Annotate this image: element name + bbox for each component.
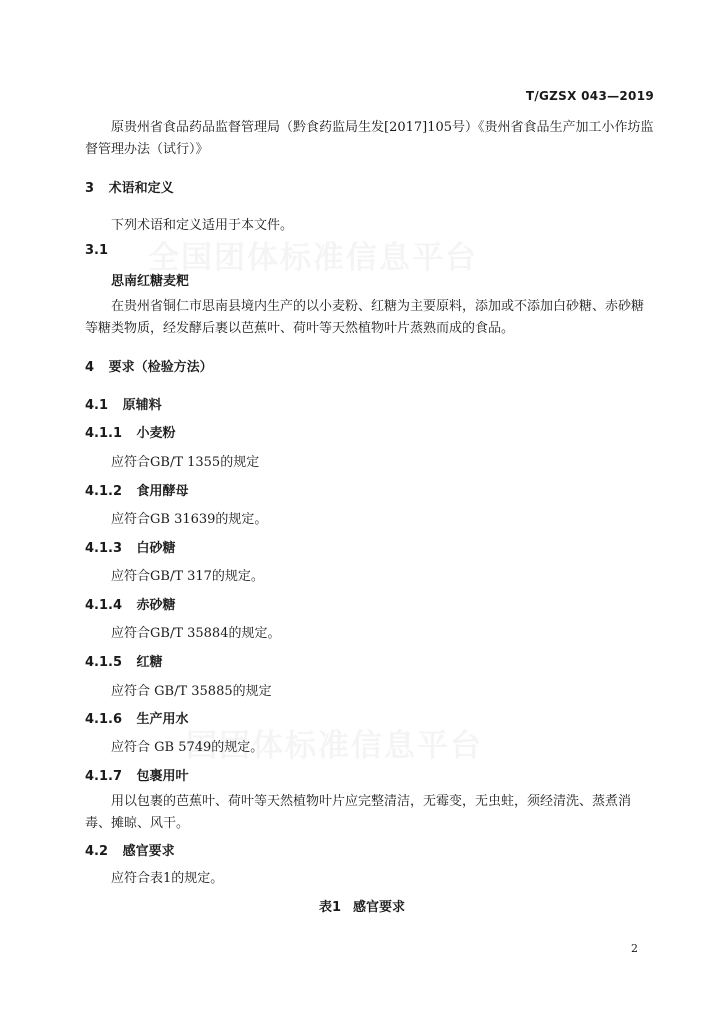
clause-number: 4.1.2 [85, 484, 123, 499]
clause-title: 小麦粉 [136, 426, 176, 441]
section-4-2-heading [85, 840, 175, 859]
clause-title: 食用酵母 [136, 484, 189, 499]
section-4-1-number: 4.1 [85, 398, 109, 413]
clause-title: 赤砂糖 [136, 598, 176, 613]
clause-heading [85, 537, 176, 556]
section-3-heading [85, 177, 174, 196]
page-number: 2 [631, 942, 638, 955]
table-1-caption [0, 896, 724, 915]
clause-text: 应符合GB 31639的规定。 [111, 512, 268, 527]
table-1-label: 表1 [318, 900, 342, 915]
section-3-number: 3 [85, 181, 95, 196]
clause-heading [85, 765, 189, 784]
watermark-upper [148, 232, 478, 277]
clause-number: 4.1.3 [85, 541, 123, 556]
section-4-2-text: 应符合表1的规定。 [111, 871, 224, 886]
clause-heading [85, 708, 189, 727]
term-number: 3.1 [85, 243, 109, 258]
clause-title: 包裹用叶 [136, 769, 189, 784]
clause-text: 应符合GB/T 35884的规定。 [111, 626, 281, 641]
clause-number: 4.1.5 [85, 655, 123, 670]
term-name: 思南红糖麦粑 [111, 274, 190, 289]
clause-title: 生产用水 [136, 712, 189, 727]
section-4-heading [85, 356, 213, 375]
section-3-title: 术语和定义 [108, 181, 174, 196]
clause-text: 用以包裹的芭蕉叶、荷叶等天然植物叶片应完整清洁，无霉变，无虫蛀，须经清洗、蒸煮消毒、摊晾、风干。 [85, 794, 632, 831]
clause-number: 4.1.1 [85, 426, 123, 441]
section-4-title: 要求（检验方法） [108, 360, 213, 375]
document-code: T/GZSX 043—2019 [525, 89, 654, 103]
section-4-number: 4 [85, 360, 95, 375]
clause-title: 红糖 [136, 655, 163, 670]
term-definition: 在贵州省铜仁市思南县境内生产的以小麦粉、红糖为主要原料，添加或不添加白砂糖、赤砂糖等糖类物质，经发酵后裹以芭蕉叶、荷叶等天然植物叶片蒸熟而成的食品。 [85, 299, 645, 336]
section-4-2-number: 4.2 [85, 844, 109, 859]
clause-text: 应符合 GB 5749的规定。 [111, 740, 264, 755]
clause-number: 4.1.6 [85, 712, 123, 727]
section-3-intro: 下列术语和定义适用于本文件。 [111, 218, 294, 233]
clause-text: 应符合GB/T 317的规定。 [111, 569, 264, 584]
clause-heading [85, 594, 176, 613]
clause-heading [85, 480, 189, 499]
table-1-title: 感官要求 [353, 900, 406, 915]
section-4-1-title: 原辅料 [122, 398, 162, 413]
intro-paragraph: 原贵州省食品药品监督管理局（黔食药监局生发[2017]105号）《贵州省食品生产加工小作坊监督管理办法（试行）》 [85, 120, 654, 157]
clause-number: 4.1.4 [85, 598, 123, 613]
clause-text: 应符合 GB/T 35885的规定 [111, 684, 272, 699]
clause-heading [85, 651, 163, 670]
clause-text: 应符合GB/T 1355的规定 [111, 455, 260, 470]
clause-number: 4.1.7 [85, 769, 123, 784]
section-4-2-title: 感官要求 [122, 844, 175, 859]
clause-heading [85, 422, 176, 441]
section-4-1-heading [85, 394, 162, 413]
clause-title: 白砂糖 [136, 541, 176, 556]
